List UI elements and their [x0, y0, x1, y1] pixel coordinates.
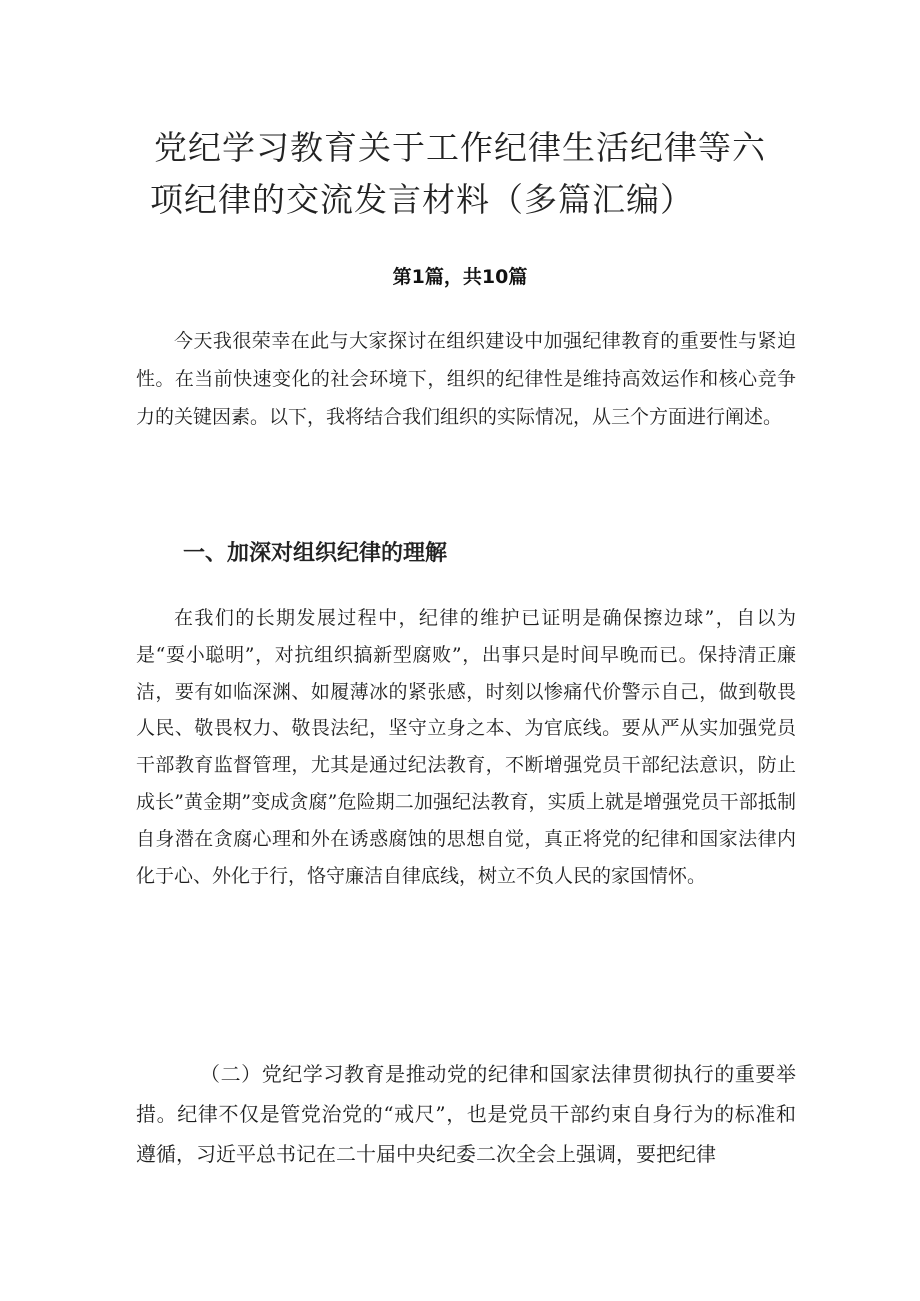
- part-indicator: 第1篇，共10篇: [392, 266, 528, 288]
- intro-paragraph: 今天我很荣幸在此与大家探讨在组织建设中加强纪律教育的重要性与紧迫性。在当前快速变化的社会环境下，组织的纪律性是维持高效运作和核心竞争力的关键因素。以下，我将结合我们组织的实际情况，从三个方面进行阐述。: [136, 330, 796, 428]
- title-line-1: 党纪学习教育关于工作纪律生活纪律等六: [154, 128, 766, 168]
- title-line-2: 项纪律的交流发言材料（多篇汇编）: [150, 180, 694, 220]
- body-paragraph-1: 在我们的长期发展过程中，纪律的维护已证明是确保擦边球”，自以为是“耍小聪明”，对抗组织搞新型腐败”，出事只是时间早晚而已。保持清正廉洁，要有如临深渊、如履薄冰的紧张感，时刻以惨痛代价警示自己，做到敬畏人民、敬畏权力、敬畏法纪，坚守立身之本、为官底线。要从严从实加强党员干部教育监督管理，尤其是通过纪法教育，不断增强党员干部纪法意识，防止成长”黄金期”变成贪腐”危险期二加强纪法教育，实质上就是增强党员干部抵制自身潜在贪腐心理和外在诱惑腐蚀的思想自觉，真正将党的纪律和国家法律内化于心、外化于行，恪守廉洁自律底线，树立不负人民的家国情怀。: [136, 607, 796, 887]
- section-heading-1: 一、加深对组织纪律的理解: [183, 540, 448, 566]
- document-title: [120, 122, 800, 226]
- body-paragraph-2: （二）党纪学习教育是推动党的纪律和国家法律贯彻执行的重要举措。纪律不仅是管党治党的“戒尺”，也是党员干部约束自身行为的标准和遵循，习近平总书记在二十届中央纪委二次全会上强调，要把纪律: [136, 1062, 796, 1166]
